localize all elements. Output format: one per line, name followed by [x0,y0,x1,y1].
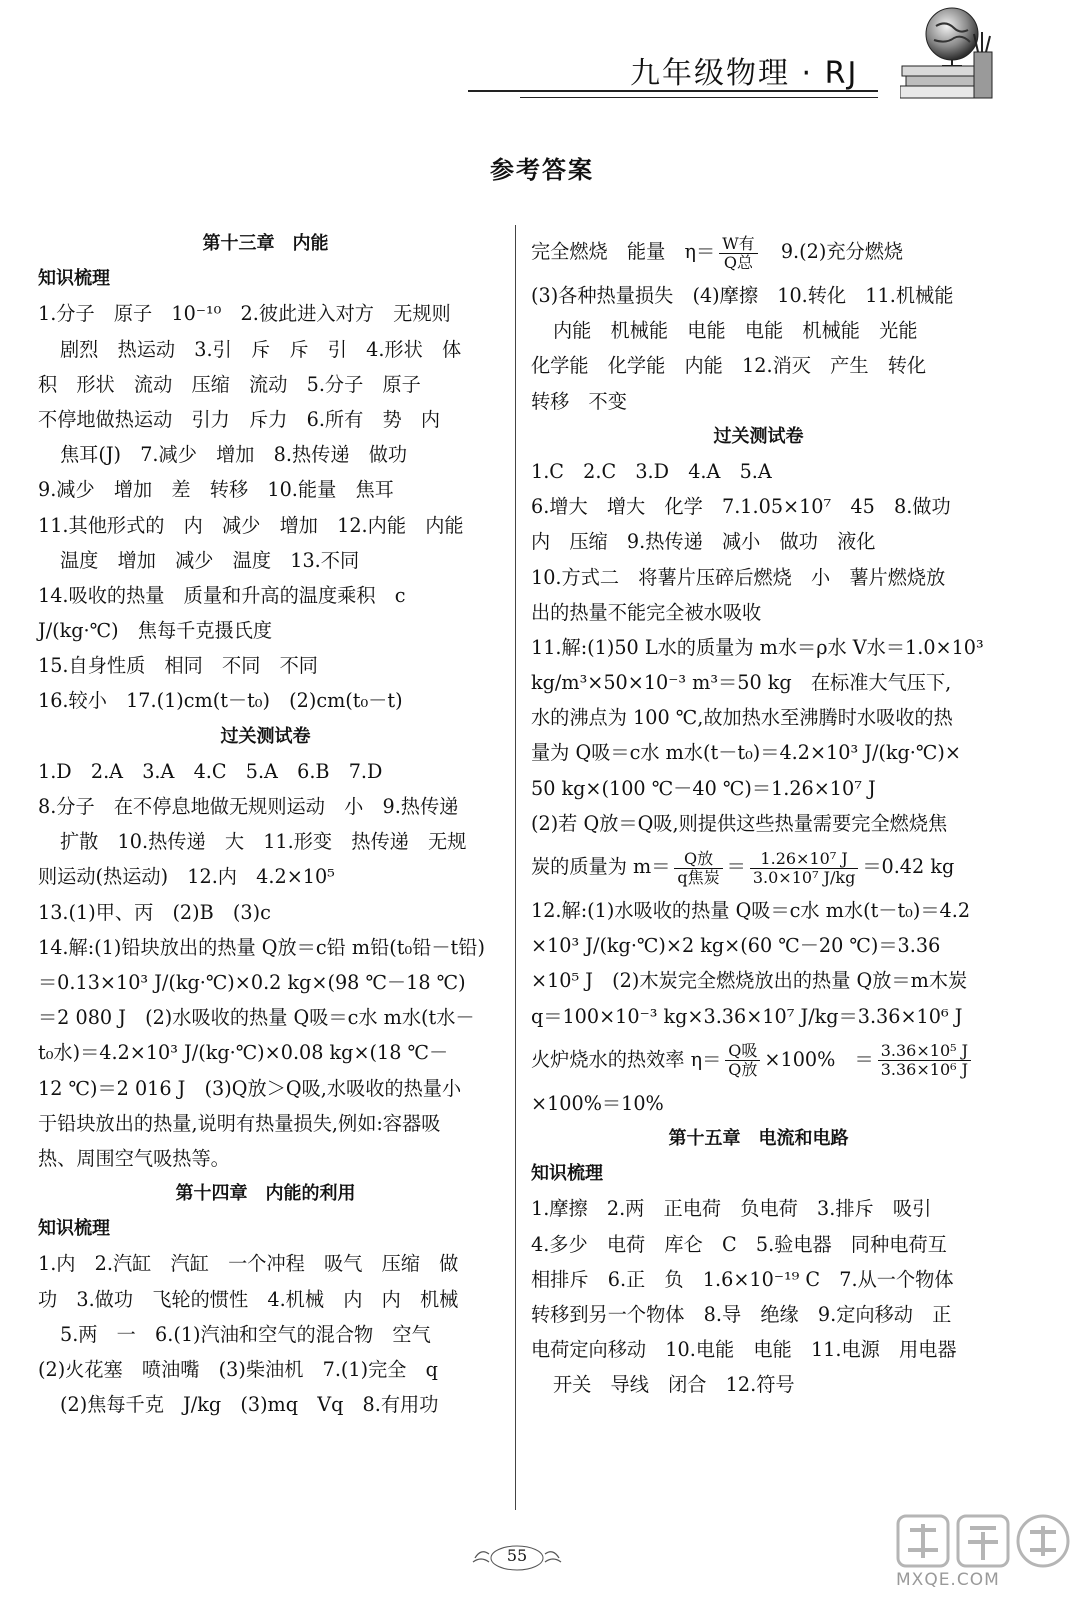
section-heading: 知识梳理 [38,268,110,290]
answer-line: 积 形状 流动 压缩 流动 5.分子 原子 [38,372,421,396]
globe-books-icon [900,4,996,104]
page-number-text: 55 [506,1546,528,1565]
answer-line [531,841,986,893]
answer-line: 功 3.做功 飞轮的惯性 4.机械 内 内 机械 [38,1287,459,1311]
left-column [38,226,493,1422]
answer-line: 扩散 10.热传递 大 11.形变 热传递 无规 [60,830,467,854]
answer-line: 8.分子 在不停息地做无规则运动 小 9.热传递 [38,795,459,818]
fraction [750,850,858,887]
answer-line: 9.减少 增加 差 转移 10.能量 焦耳 [38,478,394,502]
answer-line: 电荷定向移动 10.电能 电能 11.电源 用电器 [531,1338,957,1362]
section-heading: 过关测试卷 [220,725,311,747]
section-heading: 过关测试卷 [713,425,804,447]
answer-text: ＝ [726,855,746,878]
answer-line: 转移 不变 [531,389,627,413]
watermark-text: MXQE.COM [896,1570,1000,1590]
fraction [674,850,722,887]
chapter-heading: 第十四章 内能的利用 [175,1183,356,1205]
answer-line: 12.解:(1)水吸收的热量 Q吸＝c水 m水(t－t₀)＝4.2 [531,899,971,922]
answer-line: 1.C 2.C 3.D 4.A 5.A [531,459,772,483]
answer-line: kg/m³×50×10⁻³ m³＝50 kg 在标准大气压下, [531,671,952,695]
answer-line: ×100%＝10% [531,1091,664,1115]
answer-line: 6.增大 增大 化学 7.1.05×10⁷ 45 8.做功 [531,495,951,519]
answer-line: 4.多少 电荷 库仑 C 5.验电器 同种电荷互 [531,1232,947,1256]
fraction [878,1042,971,1079]
chapter-heading: 第十三章 内能 [202,233,329,254]
answer-text: 火炉烧水的热效率 η＝ [531,1047,722,1071]
fraction-numerator: Q吸 [725,1042,760,1061]
fraction [719,235,757,272]
answer-line: ＝0.13×10³ J/(kg·℃)×0.2 kg×(98 ℃－18 ℃) [38,970,466,994]
answer-line: 1.D 2.A 3.A 4.C 5.A 6.B 7.D [38,759,383,783]
header-rule-thin [520,97,878,98]
page-header [0,0,1084,110]
fraction-numerator: 1.26×10⁷ J [750,850,858,869]
answer-line: q＝100×10⁻³ kg×3.36×10⁷ J/kg＝3.36×10⁶ J [531,1004,963,1028]
answer-line: 相排斥 6.正 负 1.6×10⁻¹⁹ C 7.从一个物体 [531,1267,954,1291]
answer-line: (2)火花塞 喷油嘴 (3)柴油机 7.(1)完全 q [38,1358,438,1381]
answer-text: ×100% ＝ [764,1047,874,1071]
answer-line: 出的热量不能完全被水吸收 [531,600,762,624]
answer-line: 1.分子 原子 10⁻¹⁰ 2.彼此进入对方 无规则 [38,302,451,326]
fraction-denominator: 3.0×10⁷ J/kg [752,867,856,887]
answer-line: t₀水)＝4.2×10³ J/(kg·℃)×0.08 kg×(18 ℃－ [38,1041,449,1065]
answer-line: 12 ℃)＝2 016 J (3)Q放＞Q吸,水吸收的热量小 [38,1076,462,1100]
answer-line: 化学能 化学能 内能 12.消灭 产生 转化 [531,354,927,378]
answer-line: ×10⁵ J (2)木炭完全燃烧放出的热量 Q放＝m木炭 [531,969,968,993]
answer-line: 14.吸收的热量 质量和升高的温度乘积 c [38,583,406,607]
answer-line: 热、周围空气吸热等。 [38,1146,230,1170]
answer-line: 温度 增加 减少 温度 13.不同 [60,548,360,572]
answer-line: ×10³ J/(kg·℃)×2 kg×(60 ℃－20 ℃)＝3.36 [531,934,941,958]
answer-line: 1.内 2.汽缸 汽缸 一个冲程 吸气 压缩 做 [38,1252,459,1276]
chapter-heading: 第十五章 电流和电路 [668,1127,849,1149]
watermark-logo-icon [890,1510,1080,1572]
header-title: 九年级物理 · RJ [630,56,859,91]
answer-line: 5.两 一 6.(1)汽油和空气的混合物 空气 [60,1322,431,1346]
answer-line: 11.其他形式的 内 减少 增加 12.内能 内能 [38,513,464,537]
answer-line: ＝2 080 J (2)水吸收的热量 Q吸＝c水 m水(t水－ [38,1006,475,1030]
fraction-numerator: 3.36×10⁵ J [878,1042,971,1061]
answer-line: 开关 导线 闭合 12.符号 [553,1373,795,1397]
section-heading: 知识梳理 [38,1218,110,1240]
header-rule [468,90,878,92]
answer-line: 于铅块放出的热量,说明有热量损失,例如:容器吸 [38,1111,441,1135]
answer-line: (2)焦每千克 J/kg (3)mq Vq 8.有用功 [60,1393,439,1417]
answer-text: 完全燃烧 能量 η＝ [531,240,716,263]
answer-line: 50 kg×(100 ℃－40 ℃)＝1.26×10⁷ J [531,776,876,800]
answer-line [531,226,986,278]
answer-line: (2)若 Q放＝Q吸,则提供这些热量需要完全燃烧焦 [531,811,948,835]
answer-line: 则运动(热运动) 12.内 4.2×10⁵ [38,865,335,889]
fraction-denominator: Q总 [723,252,753,272]
fraction [725,1042,760,1079]
answer-line: 10.方式二 将薯片压碎后燃烧 小 薯片燃烧放 [531,565,946,589]
column-divider [515,225,516,1510]
answer-text: ＝0.42 kg [862,855,955,878]
fraction-numerator: W有 [719,235,757,254]
answer-line: 13.(1)甲、丙 (2)B (3)c [38,900,271,924]
answer-line: 转移到另一个物体 8.导 绝缘 9.定向移动 正 [531,1302,952,1326]
fraction-denominator: q焦炭 [677,867,720,887]
page-number [467,1536,567,1576]
answer-line: 11.解:(1)50 L水的质量为 m水＝ρ水 V水＝1.0×10³ [531,635,984,659]
answer-line: 内能 机械能 电能 电能 机械能 光能 [553,319,918,343]
watermark [890,1510,1080,1600]
page-title: 参考答案 [490,156,594,184]
answer-line: 15.自身性质 相同 不同 不同 [38,654,318,678]
answer-line: 16.较小 17.(1)cm(t－t₀) (2)cm(t₀－t) [38,689,403,713]
fraction-denominator: Q放 [728,1060,758,1080]
answer-text: 炭的质量为 m＝ [531,855,671,878]
fraction-numerator: Q放 [674,850,722,869]
answer-line: 内 压缩 9.热传递 减小 做功 液化 [531,530,876,554]
answer-line: (3)各种热量损失 (4)摩擦 10.转化 11.机械能 [531,284,954,307]
answer-line: 14.解:(1)铅块放出的热量 Q放＝c铅 m铅(t₀铅－t铅) [38,935,485,959]
answer-line: J/(kg·℃) 焦每千克摄氏度 [38,619,273,643]
answer-line: 量为 Q吸＝c水 m水(t－t₀)＝4.2×10³ J/(kg·℃)× [531,741,961,765]
right-column [531,226,986,1402]
answer-line: 水的沸点为 100 ℃,故加热水至沸腾时水吸收的热 [531,706,953,730]
answer-line: 焦耳(J) 7.减少 增加 8.热传递 做功 [60,443,408,467]
answer-line: 1.摩擦 2.两 正电荷 负电荷 3.排斥 吸引 [531,1197,932,1221]
answer-line: 剧烈 热运动 3.引 斥 斥 引 4.形状 体 [60,337,462,361]
section-heading: 知识梳理 [531,1163,603,1185]
answer-line [531,1034,986,1086]
answer-text: 9.(2)充分燃烧 [761,240,904,263]
fraction-denominator: 3.36×10⁶ J [880,1060,969,1080]
answer-line: 不停地做热运动 引力 斥力 6.所有 势 内 [38,407,441,431]
